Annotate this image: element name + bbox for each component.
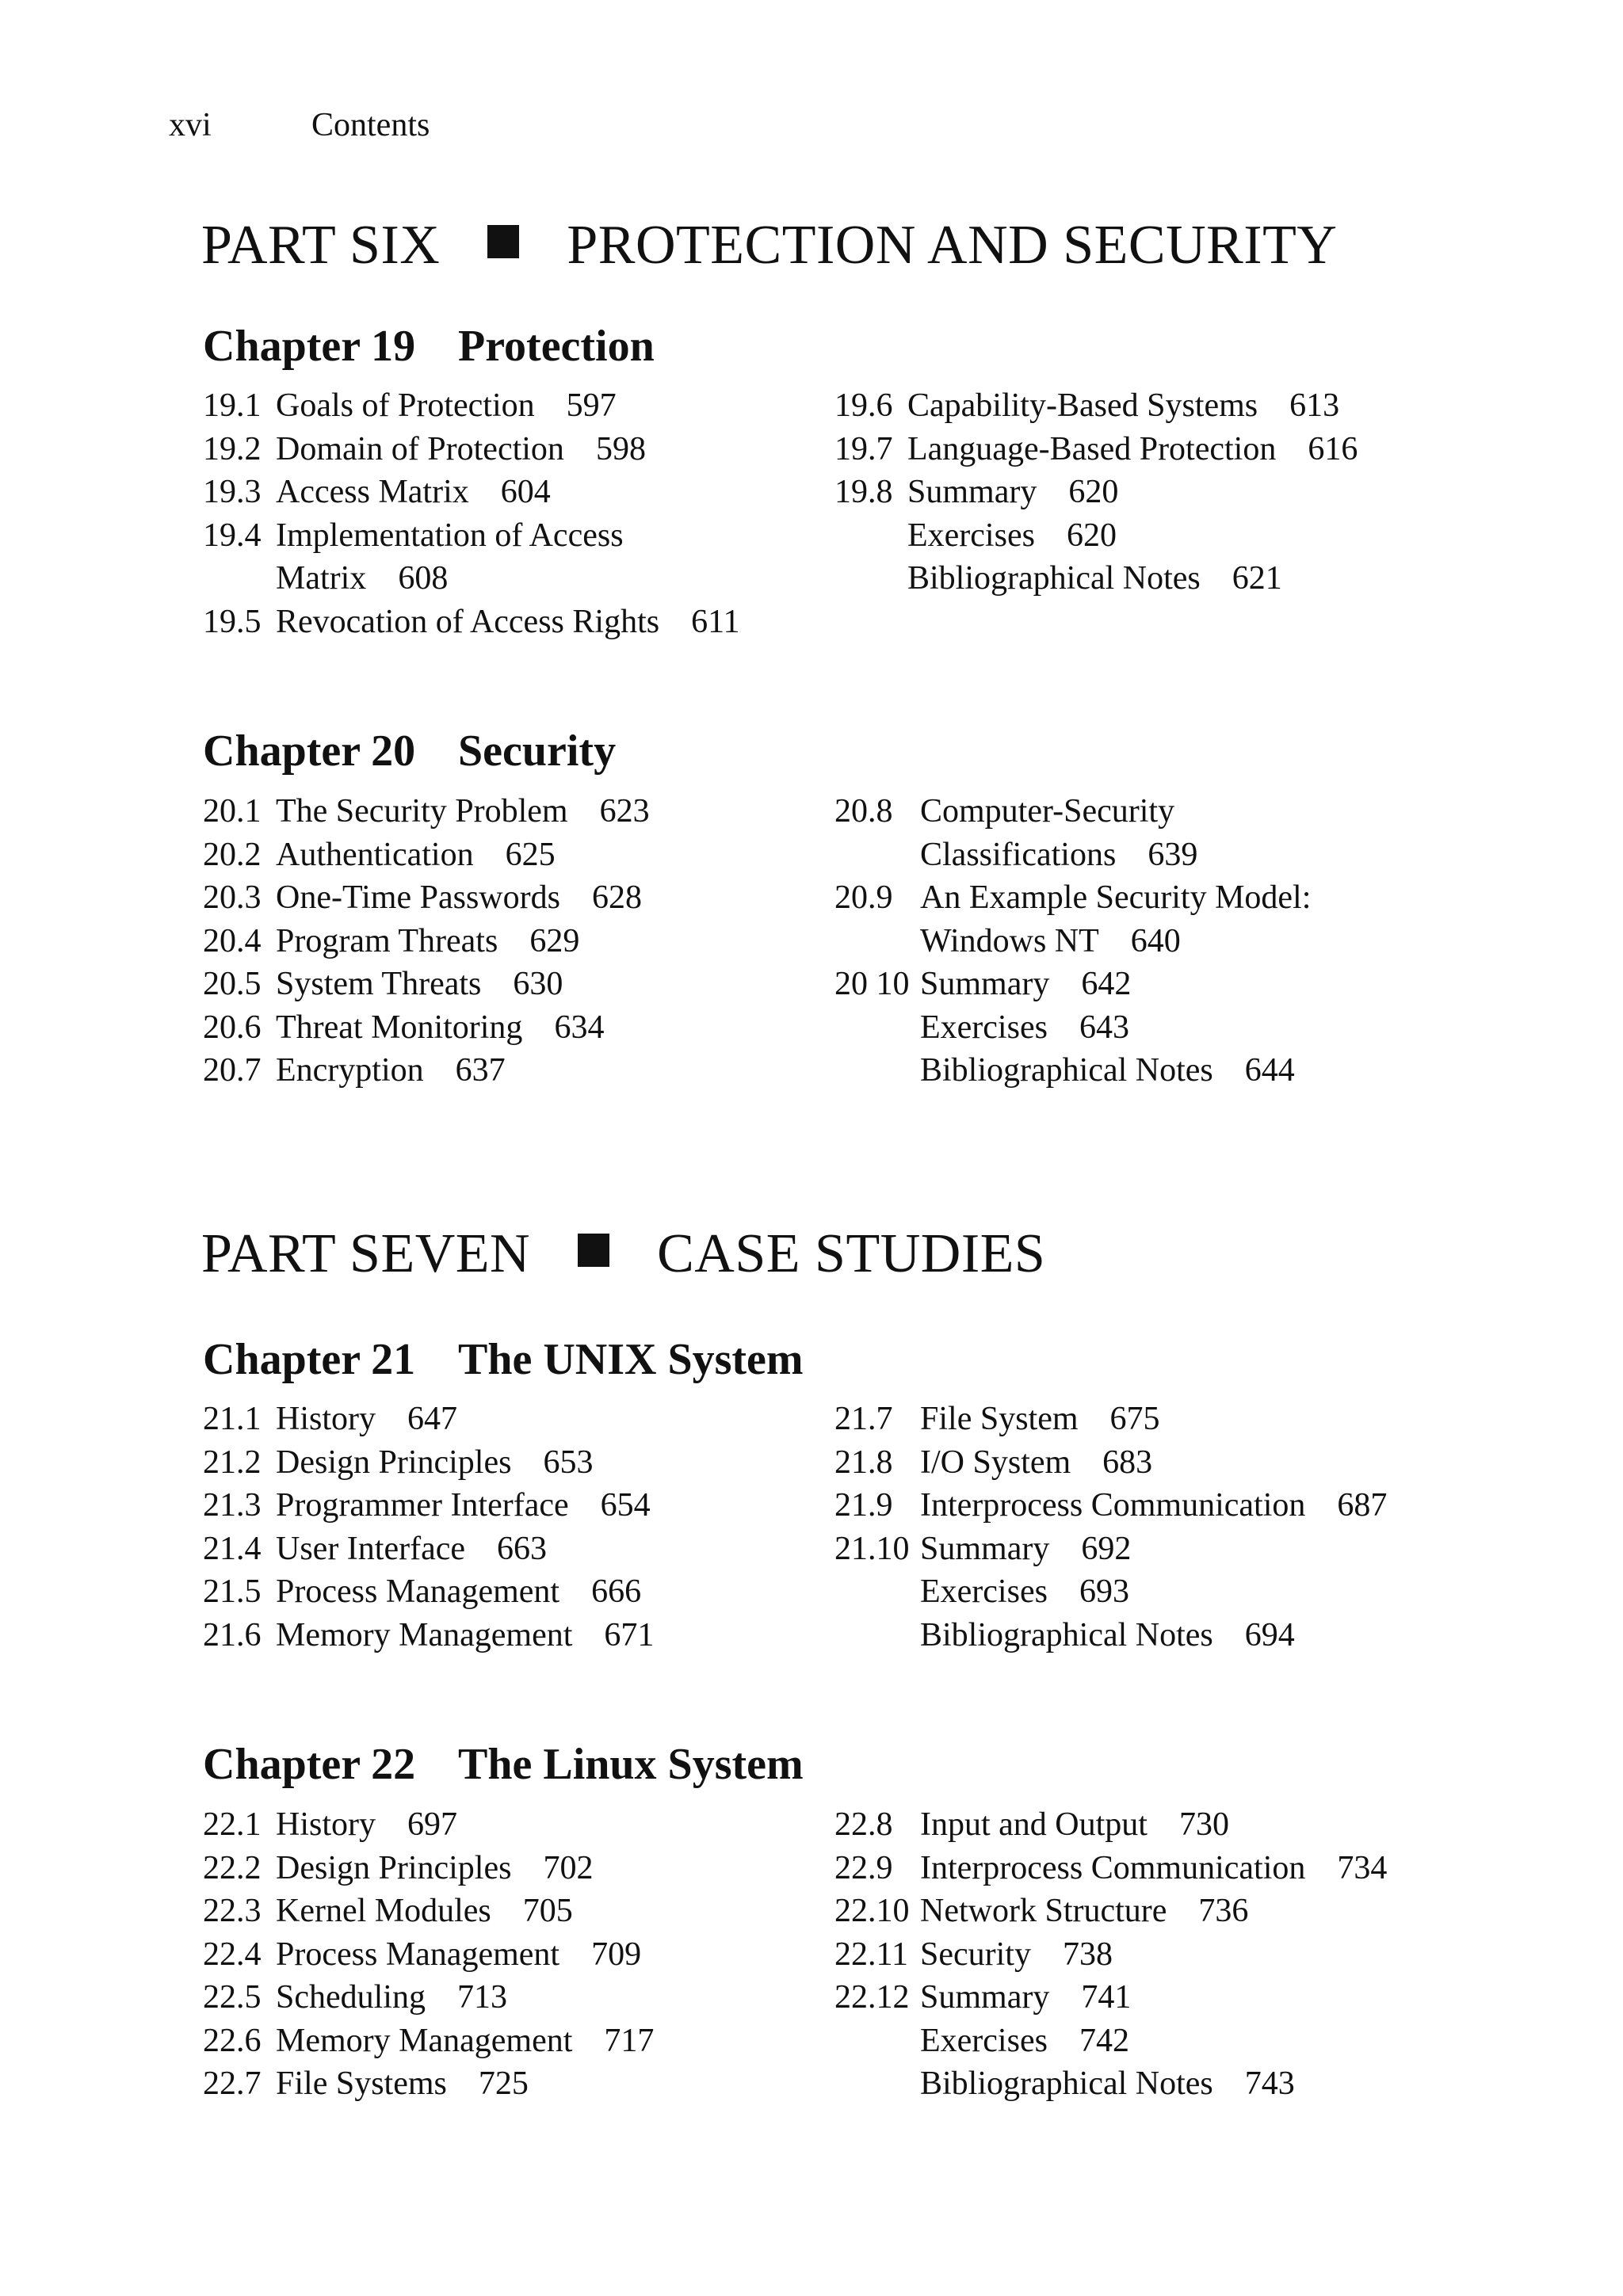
section-title: Memory Management: [276, 2022, 573, 2059]
section-number: 20.2: [203, 836, 262, 873]
chapter-22-right-column: [834, 1803, 1387, 2106]
section-title: Bibliographical Notes: [920, 2065, 1213, 2102]
section-title: Summary: [907, 474, 1037, 510]
toc-entry: [834, 1570, 1387, 1614]
chapter-title: The UNIX System: [458, 1335, 804, 1384]
page-number: xvi: [169, 107, 212, 143]
page-ref: 734: [1337, 1849, 1388, 1886]
section-title-continuation: [920, 920, 1311, 963]
page-ref: 621: [1232, 560, 1282, 597]
section-title: History: [276, 1401, 376, 1437]
page-ref: 625: [505, 836, 556, 873]
toc-entry: [834, 471, 1358, 514]
toc-entry: [203, 1847, 654, 1890]
section-number: 19.2: [203, 430, 262, 467]
section-number: 22.6: [203, 2022, 262, 2059]
square-bullet-icon: [487, 225, 519, 258]
section-title: Goals of Protection: [276, 387, 535, 424]
toc-entry: [203, 1803, 654, 1847]
section-title-continued: Classifications: [920, 836, 1117, 873]
section-title: User Interface: [276, 1530, 465, 1567]
page-ref: 620: [1066, 517, 1117, 554]
section-title-continued: Windows NT: [920, 922, 1099, 959]
section-title: Language-Based Protection: [907, 430, 1277, 467]
page-ref: 644: [1244, 1052, 1295, 1089]
section-number: 19.7: [834, 430, 893, 467]
section-title-continuation: [920, 833, 1311, 877]
toc-entry: [834, 790, 1311, 876]
chapter-title: Protection: [458, 322, 655, 371]
toc-entry: [203, 963, 650, 1006]
toc-entry: [834, 876, 1311, 963]
section-number: 21.6: [203, 1616, 262, 1653]
section-title-continued: Matrix: [276, 560, 367, 597]
part-title: PROTECTION AND SECURITY: [567, 215, 1338, 276]
page-ref: 697: [407, 1806, 457, 1843]
section-number: 22.10: [834, 1893, 910, 1929]
toc-entry: [203, 1933, 654, 1977]
section-title: Exercises: [920, 1009, 1048, 1046]
part-label: PART SEVEN: [201, 1223, 531, 1284]
toc-entry: [834, 963, 1311, 1006]
section-title: Exercises: [920, 1573, 1048, 1610]
toc-entry: [834, 1890, 1387, 1933]
toc-entry: [203, 384, 740, 428]
section-title: Authentication: [276, 836, 474, 873]
toc-entry: [203, 1527, 654, 1571]
page-ref: 713: [456, 1979, 507, 2016]
page-ref: 725: [478, 2065, 529, 2102]
page-ref: 630: [513, 966, 563, 1002]
chapter-21-left-column: [203, 1398, 654, 1657]
part-seven-heading: [201, 1223, 1046, 1284]
section-title: An Example Security Model:: [920, 879, 1312, 916]
section-number: 20.8: [834, 793, 893, 830]
page-ref: 663: [497, 1530, 547, 1567]
toc-entry: [834, 1976, 1387, 2019]
section-number: 22.12: [834, 1979, 910, 2016]
chapter-20-right-column: [834, 790, 1311, 1093]
section-number: 19.8: [834, 474, 893, 510]
section-title: Summary: [920, 1979, 1050, 2016]
toc-entry: [834, 384, 1358, 428]
section-number: 21.9: [834, 1487, 893, 1524]
section-title: Design Principles: [276, 1444, 512, 1481]
page-ref: 611: [691, 603, 740, 640]
page-ref: 736: [1198, 1893, 1249, 1929]
section-title: The Security Problem: [276, 793, 568, 830]
chapter-number: Chapter 22: [203, 1740, 416, 1789]
page-ref: 730: [1178, 1806, 1229, 1843]
chapter-19-left-column: [203, 384, 740, 643]
section-title: Interprocess Communication: [920, 1487, 1306, 1524]
page-ref: 692: [1081, 1530, 1132, 1567]
section-title: Security: [920, 1936, 1031, 1973]
toc-entry: [203, 1614, 654, 1657]
section-number: 19.1: [203, 387, 262, 424]
part-title: CASE STUDIES: [657, 1223, 1046, 1284]
section-number: 22.9: [834, 1849, 893, 1886]
part-label: PART SIX: [201, 215, 441, 276]
page-ref: 705: [522, 1893, 573, 1929]
page-ref: 653: [543, 1444, 594, 1481]
chapter-19-heading: [203, 321, 655, 372]
running-head: [169, 106, 430, 144]
toc-entry: [203, 1976, 654, 2019]
page-ref: 647: [407, 1401, 457, 1437]
toc-entry: [203, 1890, 654, 1933]
section-number: 22.1: [203, 1806, 262, 1843]
page-ref: 743: [1244, 2065, 1295, 2102]
section-number: 20.3: [203, 879, 262, 916]
page-ref: 741: [1081, 1979, 1132, 2016]
section-number: 20.4: [203, 922, 262, 959]
section-number: 21.4: [203, 1530, 262, 1567]
chapter-number: Chapter 21: [203, 1335, 416, 1384]
section-number: 19.5: [203, 603, 262, 640]
toc-entry: [203, 1398, 654, 1441]
page-ref: 687: [1337, 1487, 1388, 1524]
section-number: 19.3: [203, 474, 262, 510]
page-ref: 620: [1068, 474, 1119, 510]
section-number: 21.8: [834, 1444, 893, 1481]
section-title: Summary: [920, 966, 1050, 1002]
page-ref: 597: [566, 387, 617, 424]
section-number: 22.3: [203, 1893, 262, 1929]
section-title: Programmer Interface: [276, 1487, 569, 1524]
part-six-heading: [201, 215, 1338, 276]
section-number: 20.1: [203, 793, 262, 830]
toc-entry: [203, 514, 740, 601]
section-title: Summary: [920, 1530, 1050, 1567]
chapter-title: Security: [458, 727, 617, 776]
section-title: Interprocess Communication: [920, 1849, 1306, 1886]
section-title-continuation: [276, 557, 740, 601]
section-number: 22.4: [203, 1936, 262, 1973]
page-ref: 717: [604, 2022, 655, 2059]
section-number: 21.3: [203, 1487, 262, 1524]
section-number: 21.10: [834, 1530, 910, 1567]
section-title: Bibliographical Notes: [920, 1616, 1213, 1653]
page-ref: 675: [1109, 1401, 1160, 1437]
chapter-21-right-column: [834, 1398, 1387, 1657]
toc-entry: [834, 1614, 1387, 1657]
toc-entry: [203, 471, 740, 514]
section-number: 19.6: [834, 387, 893, 424]
toc-entry: [834, 1441, 1387, 1485]
section-title: Input and Output: [920, 1806, 1148, 1843]
page-ref: 639: [1148, 836, 1198, 873]
section-number: 22.2: [203, 1849, 262, 1886]
section-number: 22.11: [834, 1936, 908, 1973]
section-number: 20.7: [203, 1052, 262, 1089]
page-ref: 616: [1308, 430, 1358, 467]
toc-entry: [834, 1847, 1387, 1890]
section-number: 22.8: [834, 1806, 893, 1843]
toc-entry: [203, 833, 650, 877]
toc-entry: [203, 1570, 654, 1614]
toc-entry: [834, 1933, 1387, 1977]
section-number: 22.7: [203, 2065, 262, 2102]
toc-entry: [203, 1006, 650, 1050]
section-number: 21.2: [203, 1444, 262, 1481]
section-title: History: [276, 1806, 376, 1843]
section-title: Encryption: [276, 1052, 424, 1089]
section-title: Computer-Security: [920, 793, 1175, 830]
section-title: File Systems: [276, 2065, 447, 2102]
section-title: Process Management: [276, 1573, 560, 1610]
section-title: Bibliographical Notes: [907, 560, 1201, 597]
page-ref: 671: [604, 1616, 655, 1653]
toc-entry: [834, 428, 1358, 471]
square-bullet-icon: [578, 1234, 609, 1267]
toc-entry: [834, 514, 1358, 558]
chapter-number: Chapter 19: [203, 322, 416, 371]
section-title: Network Structure: [920, 1893, 1167, 1929]
toc-entry: [834, 1484, 1387, 1527]
page-ref: 628: [591, 879, 642, 916]
page-ref: 608: [398, 560, 449, 597]
section-number: 22.5: [203, 1979, 262, 2016]
section-title: Threat Monitoring: [276, 1009, 523, 1046]
section-title: Scheduling: [276, 1979, 426, 2016]
toc-entry: [834, 1006, 1311, 1050]
chapter-20-heading: [203, 726, 616, 776]
page-ref: 666: [591, 1573, 642, 1610]
page-ref: 742: [1079, 2022, 1129, 2059]
toc-entry: [834, 2019, 1387, 2063]
section-number: 19.4: [203, 517, 262, 554]
section-number: 20.5: [203, 966, 262, 1002]
page-ref: 623: [599, 793, 650, 830]
toc-entry: [203, 1441, 654, 1485]
toc-entry: [834, 1527, 1387, 1571]
page-ref: 702: [543, 1849, 594, 1886]
chapter-number: Chapter 20: [203, 727, 416, 776]
section-number: 21.7: [834, 1401, 893, 1437]
toc-entry: [834, 1049, 1311, 1093]
page-ref: 643: [1079, 1009, 1129, 1046]
toc-entry: [834, 2062, 1387, 2106]
section-number: 21.5: [203, 1573, 262, 1610]
page-ref: 738: [1062, 1936, 1113, 1973]
page-ref: 604: [500, 474, 551, 510]
chapter-19-right-column: [834, 384, 1358, 601]
chapter-21-heading: [203, 1334, 804, 1385]
section-title: One-Time Passwords: [276, 879, 560, 916]
toc-entry: [203, 601, 740, 644]
section-title: Capability-Based Systems: [907, 387, 1258, 424]
toc-entry: [834, 1398, 1387, 1441]
page-ref: 634: [554, 1009, 605, 1046]
page-ref: 637: [455, 1052, 506, 1089]
page-ref: 598: [595, 430, 646, 467]
toc-entry: [203, 1484, 654, 1527]
section-title: Domain of Protection: [276, 430, 564, 467]
toc-entry: [203, 2062, 654, 2106]
section-title: Program Threats: [276, 922, 498, 959]
chapter-title: The Linux System: [458, 1740, 804, 1789]
section-title: Exercises: [920, 2022, 1048, 2059]
section-title: Kernel Modules: [276, 1893, 491, 1929]
section-title: Design Principles: [276, 1849, 512, 1886]
running-title: Contents: [311, 107, 430, 143]
page-ref: 693: [1079, 1573, 1129, 1610]
section-title: Bibliographical Notes: [920, 1052, 1213, 1089]
page-ref: 654: [600, 1487, 651, 1524]
toc-entry: [203, 790, 650, 833]
section-title: System Threats: [276, 966, 482, 1002]
chapter-22-left-column: [203, 1803, 654, 2106]
toc-entry: [834, 557, 1358, 601]
section-title: Exercises: [907, 517, 1035, 554]
page-ref: 640: [1130, 922, 1181, 959]
section-title: Process Management: [276, 1936, 560, 1973]
section-title: Memory Management: [276, 1616, 573, 1653]
section-title: I/O System: [920, 1444, 1071, 1481]
toc-entry: [203, 2019, 654, 2063]
section-title: Implementation of Access: [276, 517, 624, 554]
section-number: 20.6: [203, 1009, 262, 1046]
toc-entry: [203, 876, 650, 920]
section-title: File System: [920, 1401, 1079, 1437]
toc-entry: [834, 1803, 1387, 1847]
toc-entry: [203, 1049, 650, 1093]
chapter-20-left-column: [203, 790, 650, 1093]
section-title: Access Matrix: [276, 474, 469, 510]
page-ref: 709: [591, 1936, 642, 1973]
toc-entry: [203, 428, 740, 471]
section-number: 21.1: [203, 1401, 262, 1437]
page-ref: 683: [1102, 1444, 1153, 1481]
section-number: 20 10: [834, 966, 910, 1002]
page-ref: 694: [1244, 1616, 1295, 1653]
page-ref: 642: [1081, 966, 1132, 1002]
toc-entry: [203, 920, 650, 963]
page-ref: 613: [1289, 387, 1340, 424]
page-ref: 629: [529, 922, 580, 959]
section-title: Revocation of Access Rights: [276, 603, 660, 640]
chapter-22-heading: [203, 1739, 804, 1790]
section-number: 20.9: [834, 879, 893, 916]
